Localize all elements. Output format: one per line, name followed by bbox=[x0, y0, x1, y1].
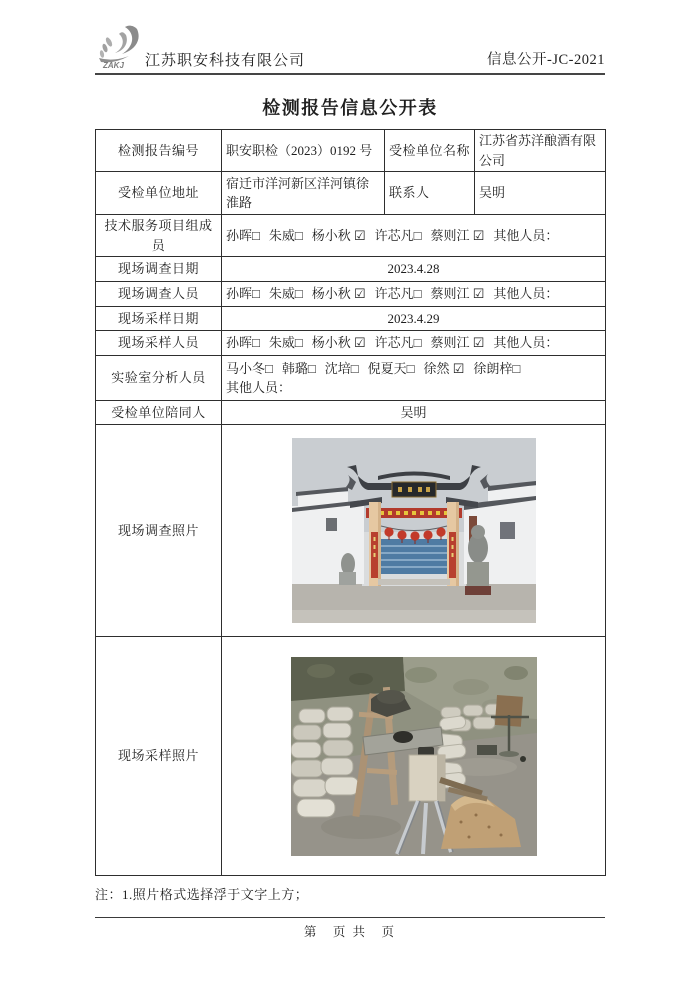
member-checkbox-checked: 杨小秋 ☑ bbox=[311, 335, 366, 351]
member-checklist bbox=[226, 228, 493, 243]
unit-address-value: 宿迁市洋河新区洋河镇徐淮路 bbox=[222, 172, 385, 215]
survey-date-label: 现场调查日期 bbox=[96, 257, 222, 282]
member-checkbox-unchecked: 孙晖□ bbox=[226, 335, 260, 351]
table-row bbox=[96, 401, 606, 425]
member-checkbox-checked: 蔡则江 ☑ bbox=[430, 227, 485, 243]
table-row bbox=[96, 307, 606, 331]
member-checkbox-checked: 蔡则江 ☑ bbox=[430, 286, 485, 302]
site-survey-photo bbox=[292, 438, 536, 623]
table-row bbox=[96, 331, 606, 356]
member-checkbox-checked: 徐然 ☑ bbox=[423, 360, 465, 376]
member-checkbox-unchecked: 朱威□ bbox=[268, 286, 303, 302]
other-members-label: 其他人员： bbox=[493, 335, 559, 351]
member-checkbox-unchecked: 许芯凡□ bbox=[374, 286, 422, 302]
member-checkbox-unchecked: 朱威□ bbox=[268, 335, 303, 351]
survey-staff-members bbox=[222, 282, 606, 307]
sampling-staff-label: 现场采样人员 bbox=[96, 331, 222, 356]
table-row bbox=[96, 130, 606, 172]
unit-name-value: 江苏省苏洋酿酒有限公司 bbox=[475, 130, 606, 172]
sampling-staff-members bbox=[222, 331, 606, 356]
member-checkbox-checked: 杨小秋 ☑ bbox=[311, 227, 366, 243]
unit-name-label: 受检单位名称 bbox=[385, 130, 475, 172]
member-checkbox-unchecked: 沈培□ bbox=[324, 360, 359, 376]
member-checkbox-unchecked: 韩璐□ bbox=[281, 360, 316, 376]
survey-date-value: 2023.4.28 bbox=[222, 257, 606, 282]
table-row bbox=[96, 425, 606, 637]
report-info-table bbox=[95, 129, 606, 876]
table-row bbox=[96, 637, 606, 876]
sampling-date-value: 2023.4.29 bbox=[222, 307, 606, 331]
unit-address-label: 受检单位地址 bbox=[96, 172, 222, 215]
contact-value: 吴明 bbox=[475, 172, 606, 215]
page-header bbox=[95, 0, 605, 75]
other-members-label: 其他人员： bbox=[493, 227, 559, 243]
member-checkbox-checked: 杨小秋 ☑ bbox=[311, 286, 366, 302]
member-checklist bbox=[226, 286, 493, 301]
project-team-members bbox=[222, 215, 606, 257]
page bbox=[95, 0, 605, 903]
sampling-photo-label: 现场采样照片 bbox=[96, 637, 222, 876]
member-checklist bbox=[226, 359, 601, 379]
survey-staff-label: 现场调查人员 bbox=[96, 282, 222, 307]
table-row bbox=[96, 257, 606, 282]
table-row bbox=[96, 282, 606, 307]
member-checkbox-unchecked: 倪夏天□ bbox=[367, 360, 415, 376]
table-row bbox=[96, 215, 606, 257]
company-logo-icon bbox=[95, 24, 143, 70]
project-team-label: 技术服务项目组成员 bbox=[96, 215, 222, 257]
report-no-label: 检测报告编号 bbox=[96, 130, 222, 172]
footnote: 注：1.照片格式选择浮于文字上方； bbox=[95, 887, 309, 902]
member-checkbox-unchecked: 孙晖□ bbox=[226, 227, 260, 243]
member-checkbox-unchecked: 许芯凡□ bbox=[374, 335, 422, 351]
member-checkbox-unchecked: 许芯凡□ bbox=[374, 227, 422, 243]
site-sampling-photo bbox=[291, 657, 537, 856]
escort-value: 吴明 bbox=[222, 401, 606, 425]
member-checkbox-unchecked: 朱威□ bbox=[268, 227, 303, 243]
page-title: 检测报告信息公开表 bbox=[262, 98, 438, 118]
member-checkbox-unchecked: 马小冬□ bbox=[226, 360, 273, 376]
other-members-label: 其他人员： bbox=[493, 286, 559, 302]
doc-code: 信息公开-JC-2021 bbox=[487, 52, 605, 69]
logo-text: ZAKJ bbox=[103, 61, 124, 70]
survey-photo-label: 现场调查照片 bbox=[96, 425, 222, 637]
sampling-date-label: 现场采样日期 bbox=[96, 307, 222, 331]
table-row bbox=[96, 172, 606, 215]
member-checkbox-unchecked: 徐朗梓□ bbox=[473, 360, 521, 376]
table-row bbox=[96, 356, 606, 401]
member-checklist bbox=[226, 335, 493, 350]
contact-label: 联系人 bbox=[385, 172, 475, 215]
page-footer: 第 页 共 页 bbox=[95, 917, 605, 940]
lab-staff-members bbox=[222, 356, 606, 401]
lab-staff-label: 实验室分析人员 bbox=[96, 356, 222, 401]
company-name: 江苏职安科技有限公司 bbox=[145, 52, 306, 69]
other-members-label: 其他人员： bbox=[226, 380, 292, 395]
survey-photo-cell bbox=[222, 425, 606, 637]
sampling-photo-cell bbox=[222, 637, 606, 876]
escort-label: 受检单位陪同人 bbox=[96, 401, 222, 425]
member-checkbox-unchecked: 孙晖□ bbox=[226, 286, 260, 302]
member-checkbox-checked: 蔡则江 ☑ bbox=[430, 335, 485, 351]
report-no-value: 职安职检（2023）0192 号 bbox=[222, 130, 385, 172]
